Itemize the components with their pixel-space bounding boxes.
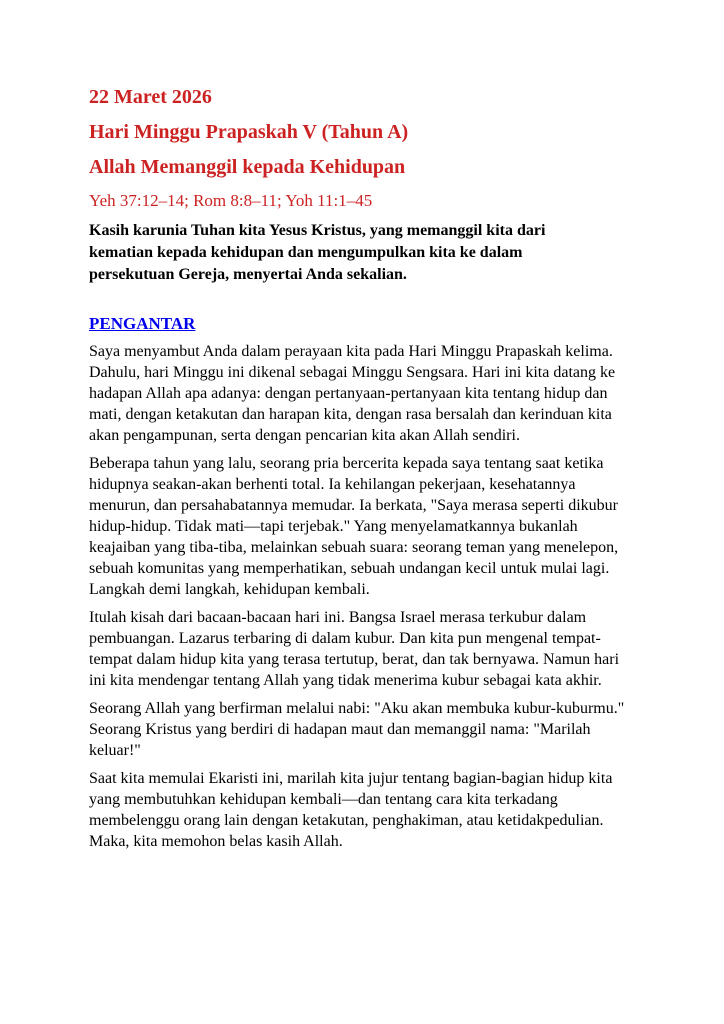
theme-title: Allah Memanggil kepada Kehidupan [89,156,406,178]
greeting-paragraph: Kasih karunia Tuhan kita Yesus Kristus, yang memanggil kita dari kematian kepada kehidupan dan mengumpulkan kita ke dalam persekutuan Gereja, menyertai Anda sekalian. [89,222,546,283]
pengantar-section-heading[interactable]: PENGANTAR [89,314,196,333]
intro-paragraph-1: Saya menyambut Anda dalam perayaan kita pada Hari Minggu Prapaskah kelima. Dahulu, hari Minggu ini dikenal sebagai Minggu Sengsara. Hari ini kita datang ke hadapan Allah apa adanya: dengan pertanyaan-pertanyaan kita tentang hidup dan mati, dengan ketakutan dan harapan kita, dengan rasa bersalah dan kerinduan kita akan pengampunan, serta dengan pencarian kita akan Allah sendiri. [89,343,616,444]
intro-paragraph-3: Itulah kisah dari bacaan-bacaan hari ini. Bangsa Israel merasa terkubur dalam pembuangan. Lazarus terbaring di dalam kubur. Dan kita pun mengenal tempat-tempat dalam hidup kita yang terasa tertutup, berat, dan tak bernyawa. Namun hari ini kita mendengar tentang Allah yang tidak menerima kubur sebagai kata akhir. [89,609,620,689]
scripture-readings: Yeh 37:12–14; Rom 8:8–11; Yoh 11:1–45 [89,191,373,210]
intro-paragraph-5: Saat kita memulai Ekaristi ini, marilah kita jujur tentang bagian-bagian hidup kita yang membutuhkan kehidupan kembali—dan tentang cara kita terkadang membelenggu orang lain dengan ketakutan, penghakiman, atau ketidakpedulian. Maka, kita memohon belas kasih Allah. [89,770,613,850]
liturgical-day-title: Hari Minggu Prapaskah V (Tahun A) [89,121,409,143]
intro-paragraph-4: Seorang Allah yang berfirman melalui nabi: "Aku akan membuka kubur-kuburmu." Seorang Kristus yang berdiri di hadapan maut dan memanggil nama: "Marilah keluar!" [89,700,625,759]
date-heading: 22 Maret 2026 [89,86,212,108]
document-content [89,86,637,852]
intro-paragraph-2: Beberapa tahun yang lalu, seorang pria bercerita kepada saya tentang saat ketika hidupnya seakan-akan berhenti total. Ia kehilangan pekerjaan, kesehatannya menurun, dan persahabatannya memudar. Ia berkata, "Saya merasa seperti dikubur hidup-hidup. Tidak mati—tapi terjebak." Yang menyelamatkannya bukanlah keajaiban yang tiba-tiba, melainkan sebuah suara: seorang teman yang menelepon, sebuah komunitas yang memperhatikan, sebuah undangan kecil untuk mulai lagi. Langkah demi langkah, kehidupan kembali. [89,455,619,598]
